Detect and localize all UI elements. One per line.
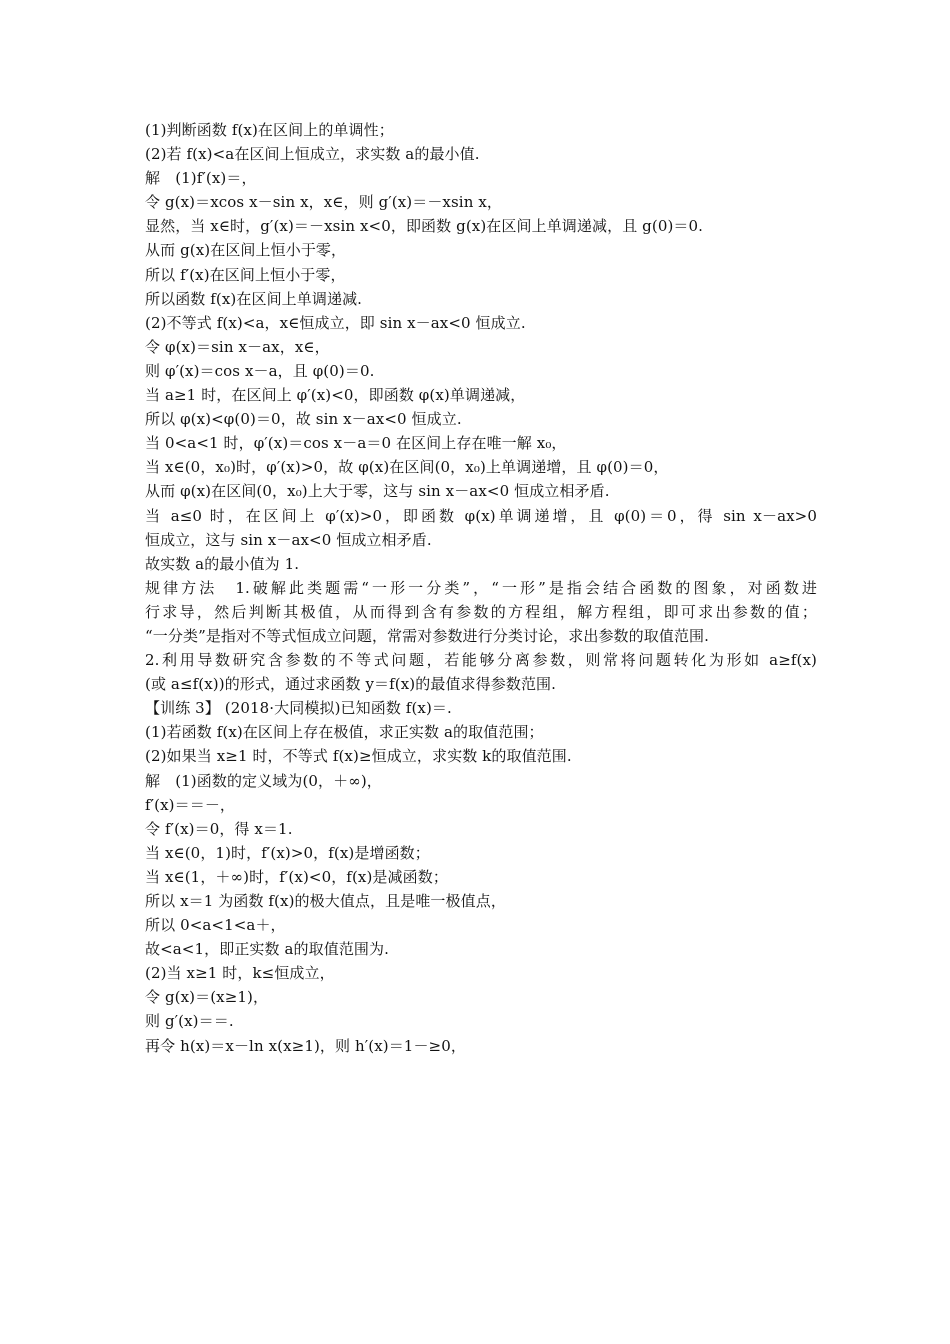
text-line: 当 x∈(0，x₀)时，φ′(x)>0，故 φ(x)在区间(0，x₀)上单调递增，且 φ(0)＝0， xyxy=(145,458,669,477)
text-line: 再令 h(x)＝x－ln x(x≥1)，则 h′(x)＝1－≥0， xyxy=(145,1036,466,1055)
text-line: 当 0<a<1 时，φ′(x)＝cos x－a＝0 在区间上存在唯一解 x₀， xyxy=(145,434,567,453)
text-line: 故实数 a的最小值为 1. xyxy=(145,554,300,573)
text-line: “一分类”是指对不等式恒成立问题，常需对参数进行分类讨论，求出参数的取值范围. xyxy=(145,626,710,645)
text-line: 从而 φ(x)在区间(0，x₀)上大于零，这与 sin x－ax<0 恒成立相矛盾. xyxy=(145,482,610,501)
text-line: (2)当 x≥1 时，k≤恒成立， xyxy=(145,964,335,983)
text-line: 【训练 3】 (2018·大同模拟)已知函数 f(x)＝. xyxy=(145,699,452,718)
text-line: 故<a<1，即正实数 a的取值范围为. xyxy=(145,940,390,959)
text-line: (1)判断函数 f(x)在区间上的单调性； xyxy=(145,121,394,139)
text-line: (或 a≤f(x))的形式，通过求函数 y＝f(x)的最值求得参数范围. xyxy=(145,675,557,694)
text-line: 当 a≥1 时，在区间上 φ′(x)<0，即函数 φ(x)单调递减， xyxy=(145,386,526,405)
text-line: 令 φ(x)＝sin x－ax，x∈， xyxy=(145,337,330,356)
text-line: 恒成立，这与 sin x－ax<0 恒成立相矛盾. xyxy=(145,530,432,549)
text-line: 所以 0<a<1<a＋， xyxy=(145,916,286,935)
text-line: 则 g′(x)＝＝. xyxy=(145,1012,234,1031)
text-line: 所以 x＝1 为函数 f(x)的极大值点，且是唯一极值点， xyxy=(145,892,506,910)
text-line: 显然，当 x∈时，g′(x)＝－xsin x<0，即函数 g(x)在区间上单调递减，且 g(0)＝0. xyxy=(145,217,704,236)
text-line: 令 g(x)＝(x≥1)， xyxy=(145,988,269,1007)
text-line: 所以函数 f(x)在区间上单调递减. xyxy=(145,289,363,308)
text-line: (2)如果当 x≥1 时，不等式 f(x)≥恒成立，求实数 k的取值范围. xyxy=(145,747,572,766)
document-body xyxy=(145,118,817,1058)
text-line: (2)不等式 f(x)<a，x∈恒成立，即 sin x－ax<0 恒成立. xyxy=(145,313,526,332)
text-line: 令 f′(x)＝0，得 x＝1. xyxy=(145,819,293,838)
text-line: 则 φ′(x)＝cos x－a，且 φ(0)＝0. xyxy=(145,361,375,380)
text-line: 令 g(x)＝xcos x－sin x，x∈，则 g′(x)＝－xsin x， xyxy=(145,193,502,212)
text-line: (1)若函数 f(x)在区间上存在极值，求正实数 a的取值范围； xyxy=(145,723,544,742)
text-line: 从而 g(x)在区间上恒小于零， xyxy=(145,241,347,260)
text-line: 所以 φ(x)<φ(0)＝0，故 sin x－ax<0 恒成立. xyxy=(145,410,462,429)
text-line: 规律方法 1.破解此类题需“一形一分类”，“一形”是指会结合函数的图象，对函数进 xyxy=(145,578,817,597)
text-line: 解 (1)f′(x)＝， xyxy=(145,169,257,188)
text-line: 所以 f′(x)在区间上恒小于零， xyxy=(145,265,346,284)
text-line: (2)若 f(x)<a在区间上恒成立，求实数 a的最小值. xyxy=(145,145,480,164)
text-line: 解 (1)函数的定义域为(0，＋∞)， xyxy=(145,771,382,790)
text-line: 当 x∈(0，1)时，f′(x)>0，f(x)是增函数； xyxy=(145,843,430,862)
text-line: f′(x)＝＝－， xyxy=(145,795,236,814)
text-line: 当 a≤0 时，在区间上 φ′(x)>0，即函数 φ(x)单调递增，且 φ(0)＝0，得 sin x－ax>0 xyxy=(145,506,817,525)
text-line: 行求导，然后判断其极值，从而得到含有参数的方程组，解方程组，即可求出参数的值； xyxy=(145,602,817,621)
text-line: 当 x∈(1，＋∞)时，f′(x)<0，f(x)是减函数； xyxy=(145,867,448,886)
text-line: 2.利用导数研究含参数的不等式问题，若能够分离参数，则常将问题转化为形如 a≥f(x) xyxy=(145,651,817,670)
